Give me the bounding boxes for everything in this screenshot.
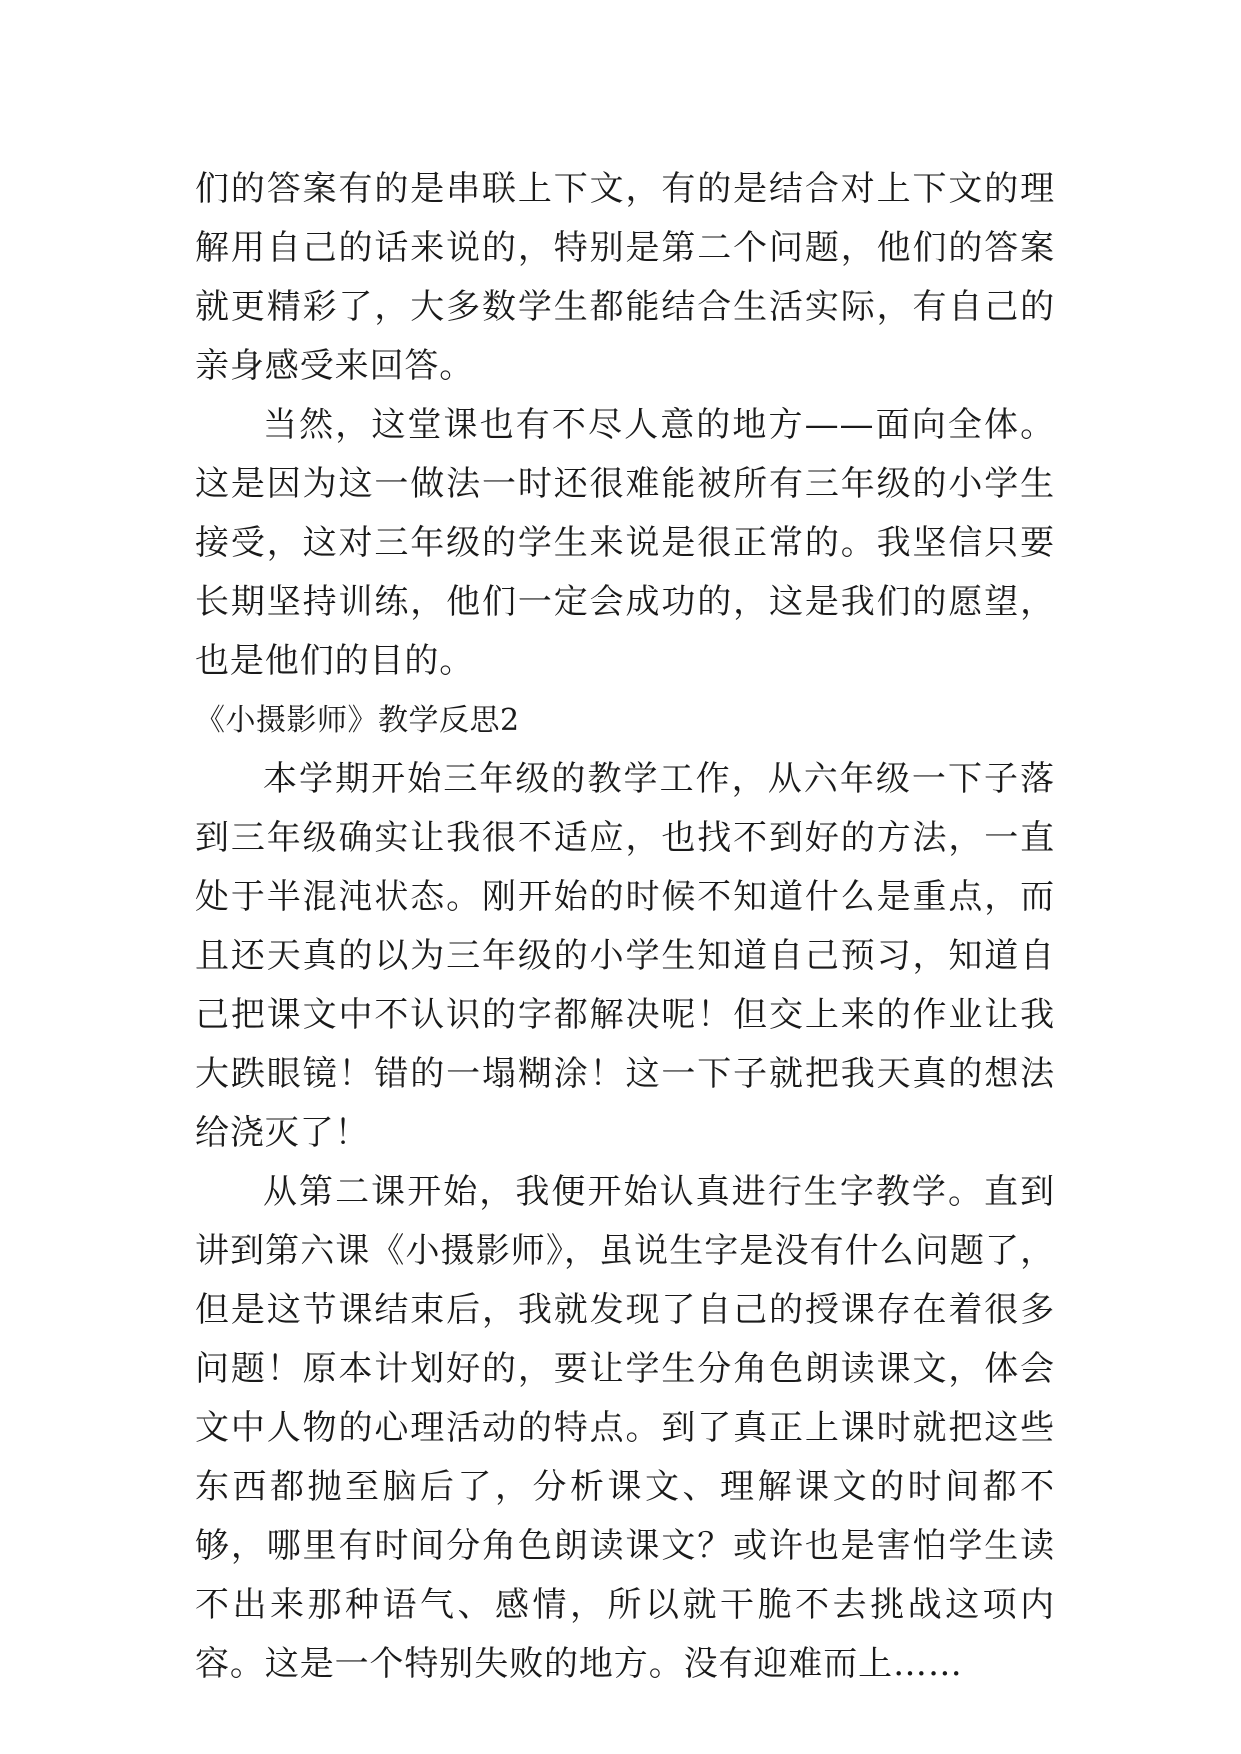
- paragraph-2: 当然，这堂课也有不尽人意的地方——面向全体。这是因为这一做法一时还很难能被所有三年级的小学生接受，这对三年级的学生来说是很正常的。我坚信只要长期坚持训练，他们一定会成功的，这是我们的愿望，也是他们的目的。: [195, 405, 1055, 681]
- paragraph-4: 从第二课开始，我便开始认真进行生字教学。直到讲到第六课《小摄影师》，虽说生字是没有什么问题了，但是这节课结束后，我就发现了自己的授课存在着很多问题！原本计划好的，要让学生分角色朗读课文，体会文中人物的心理活动的特点。到了真正上课时就把这些东西都抛至脑后了，分析课文、理解课文的时间都不够，哪里有时间分角色朗读课文？或许也是害怕学生读不出来那种语气、感情，所以就干脆不去挑战这项内容。这是一个特别失败的地方。没有迎难而上……: [195, 1172, 1055, 1684]
- paragraph-3: 本学期开始三年级的教学工作，从六年级一下子落到三年级确实让我很不适应，也找不到好的方法，一直处于半混沌状态。刚开始的时候不知道什么是重点，而且还天真的以为三年级的小学生知道自己预习，知道自己把课文中不认识的字都解决呢！但交上来的作业让我大跌眼镜！错的一塌糊涂！这一下子就把我天真的想法给浇灭了！: [195, 759, 1055, 1153]
- paragraph-1: 们的答案有的是串联上下文，有的是结合对上下文的理解用自己的话来说的，特别是第二个问题，他们的答案就更精彩了，大多数学生都能结合生活实际，有自己的亲身感受来回答。: [195, 169, 1055, 386]
- document-body: [195, 160, 1055, 1694]
- section-heading: 《小摄影师》教学反思2: [195, 703, 520, 738]
